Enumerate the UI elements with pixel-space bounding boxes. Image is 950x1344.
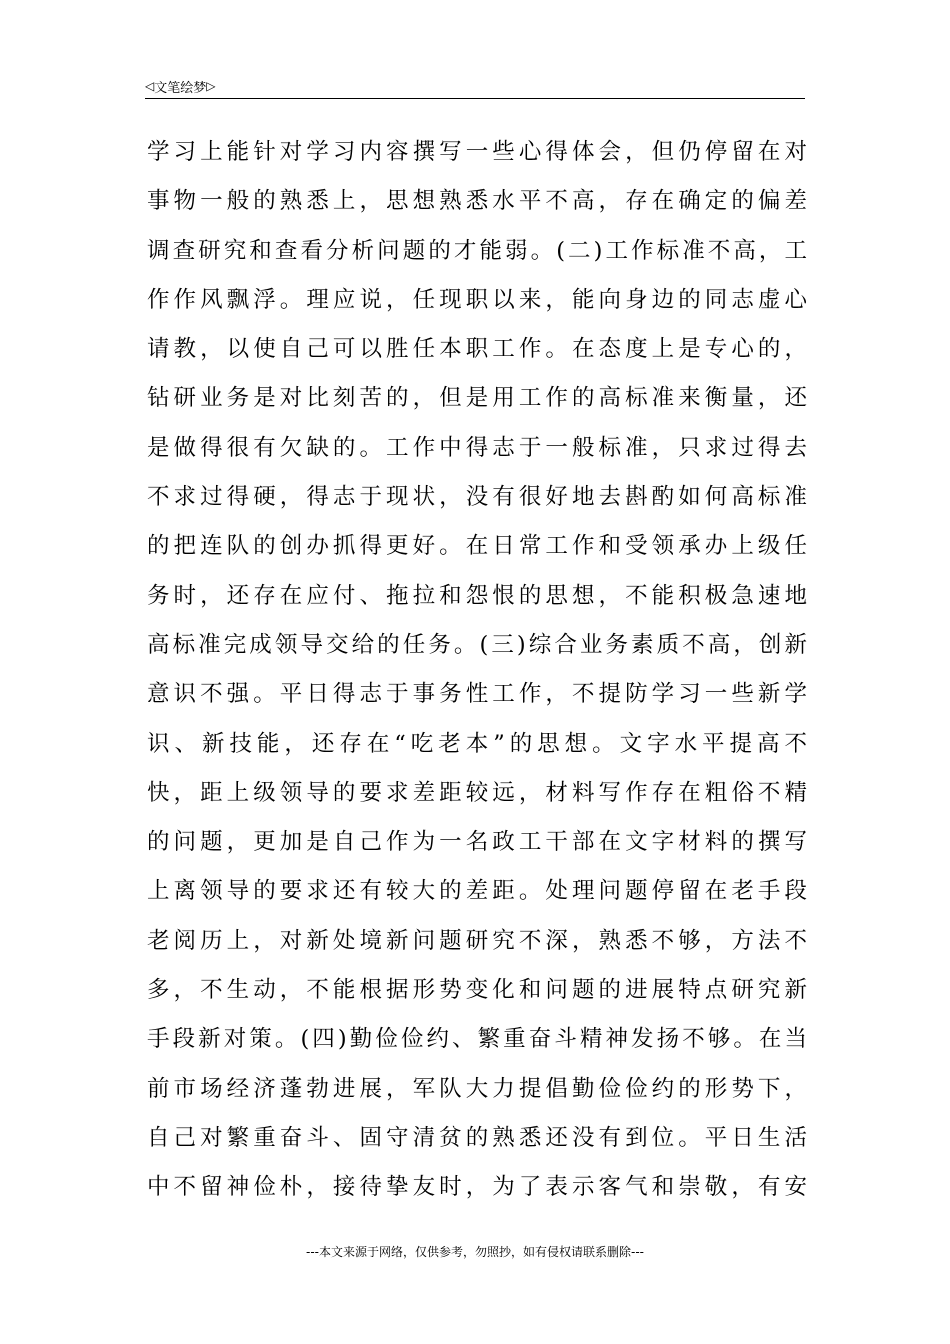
body-line: 中不留神俭朴，接待挚友时，为了表示客气和崇敬，有安 <box>147 1174 807 1201</box>
body-line: 自己对繁重奋斗、固守清贫的熟悉还没有到位。平日生活 <box>147 1124 807 1151</box>
body-line: 手段新对策。(四)勤俭俭约、繁重奋斗精神发扬不够。在当 <box>147 1026 807 1053</box>
body-line: 高标准完成领导交给的任务。(三)综合业务素质不高，创新 <box>147 631 807 658</box>
body-line: 事物一般的熟悉上，思想熟悉水平不高，存在确定的偏差 <box>147 188 807 215</box>
body-line: 学习上能针对学习内容撰写一些心得体会，但仍停留在对 <box>147 139 807 165</box>
right-triangle-icon: ▷ <box>206 79 216 93</box>
body-line: 前市场经济蓬勃进展，军队大力提倡勤俭俭约的形势下， <box>147 1075 807 1102</box>
document-header <box>145 74 215 98</box>
header-divider <box>145 98 805 99</box>
body-line: 的把连队的创办抓得更好。在日常工作和受领承办上级任 <box>147 533 807 560</box>
body-line: 钻研业务是对比刻苦的，但是用工作的高标准来衡量，还 <box>147 385 807 412</box>
body-line: 上离领导的要求还有较大的差距。处理问题停留在老手段 <box>147 878 807 905</box>
body-line: 多，不生动，不能根据形势变化和问题的进展特点研究新 <box>147 977 807 1004</box>
left-triangle-icon: ◁ <box>145 79 155 93</box>
body-line: 的问题，更加是自己作为一名政工干部在文字材料的撰写 <box>147 829 807 856</box>
body-line: 识、新技能，还存在“吃老本”的思想。文字水平提高不 <box>147 730 807 757</box>
body-line: 意识不强。平日得志于事务性工作，不提防学习一些新学 <box>147 681 807 708</box>
body-line: 不求过得硬，得志于现状，没有很好地去斟酌如何高标准 <box>147 484 807 511</box>
body-line: 调查研究和查看分析问题的才能弱。(二)工作标准不高，工 <box>147 237 807 264</box>
body-line: 务时，还存在应付、拖拉和怨恨的思想，不能积极急速地 <box>147 582 807 609</box>
document-body <box>147 128 807 1213</box>
body-line: 是做得很有欠缺的。工作中得志于一般标准，只求过得去 <box>147 434 807 461</box>
body-line: 老阅历上，对新处境新问题研究不深，熟悉不够，方法不 <box>147 927 807 954</box>
document-footer: ---本文来源于网络，仅供参考，勿照抄，如有侵权请联系删除--- <box>306 1245 644 1259</box>
body-line: 快，距上级领导的要求差距较远，材料写作存在粗俗不精 <box>147 779 807 806</box>
body-line: 请教，以使自己可以胜任本职工作。在态度上是专心的， <box>147 336 807 363</box>
body-line: 作作风飘浮。理应说，任现职以来，能向身边的同志虚心 <box>147 286 807 313</box>
header-title: 文笔绘梦 <box>154 80 207 96</box>
